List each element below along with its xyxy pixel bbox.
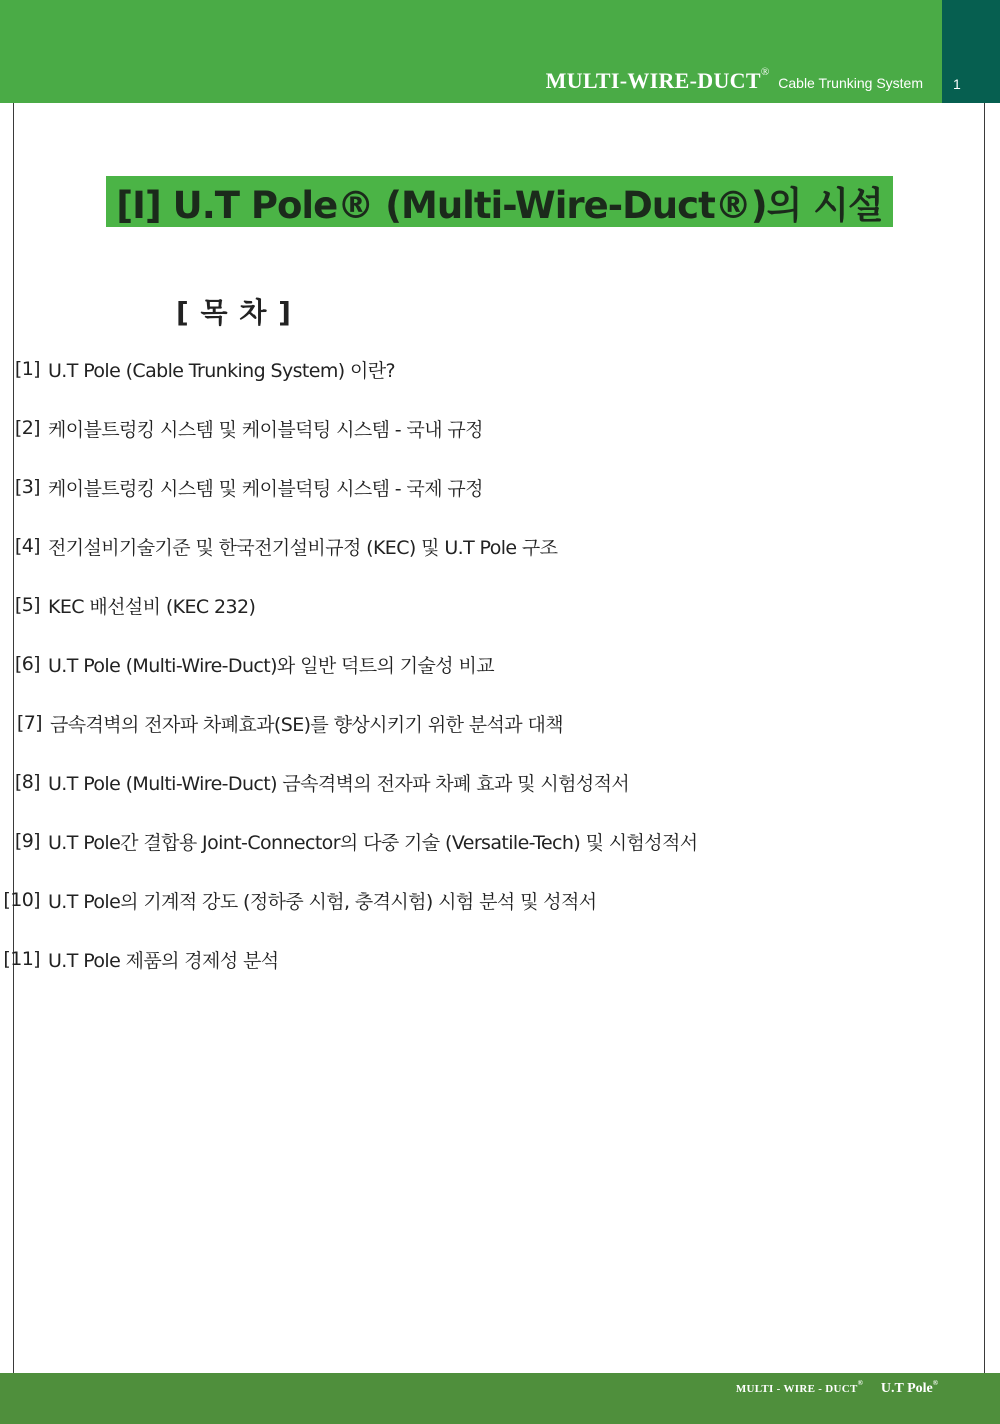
toc-item-text: 케이블트렁킹 시스템 및 케이블덕팅 시스템 - 국제 규정 — [48, 477, 483, 500]
footer-brand-registered-mark: ® — [857, 1379, 863, 1387]
toc-item-text: 전기설비기술기준 및 한국전기설비규정 (KEC) 및 U.T Pole 구조 — [48, 536, 558, 559]
toc-item-number: [3] — [14, 476, 40, 498]
toc-item-text: KEC 배선설비 (KEC 232) — [48, 595, 256, 618]
page-number: 1 — [953, 76, 961, 92]
footer-product: U.T Pole — [880, 1381, 933, 1396]
toc-item-number: [1] — [14, 358, 40, 380]
toc-item-text: U.T Pole간 결합용 Joint-Connector의 다중 기술 (Versatile-Tech) 및 시험성적서 — [48, 831, 698, 854]
toc-item-text: U.T Pole (Multi-Wire-Duct) 금속격벽의 전자파 차폐 효과 및 시험성적서 — [48, 772, 630, 795]
footer-product-registered-mark: ® — [932, 1379, 938, 1387]
toc-item-text: U.T Pole의 기계적 강도 (정하중 시험, 충격시험) 시험 분석 및 성적서 — [48, 890, 597, 913]
toc-heading: [ 목 차 ] — [176, 296, 292, 329]
toc-item-text: U.T Pole (Multi-Wire-Duct)와 일반 덕트의 기술성 비교 — [48, 654, 494, 677]
toc-item[interactable] — [0, 944, 279, 974]
toc-item[interactable] — [0, 826, 698, 856]
toc-item[interactable] — [0, 885, 597, 915]
toc-item[interactable] — [0, 472, 483, 502]
toc-item-number: [7] — [16, 712, 42, 734]
toc-item-number: [4] — [14, 535, 40, 557]
brand-name: MULTI-WIRE-DUCT — [545, 68, 761, 93]
toc-item-text: U.T Pole 제품의 경제성 분석 — [48, 949, 279, 972]
title-bar — [106, 176, 893, 227]
footer-brand: MULTI - WIRE - DUCT — [735, 1383, 858, 1395]
footer-brand-line — [736, 1379, 938, 1397]
toc-item-number: [8] — [14, 771, 40, 793]
toc-item-text: 케이블트렁킹 시스템 및 케이블덕팅 시스템 - 국내 규정 — [48, 418, 483, 441]
toc-item[interactable] — [0, 531, 557, 561]
brand-subtitle: Cable Trunking System — [778, 75, 923, 91]
brand-registered-mark: ® — [760, 66, 770, 78]
toc-item-number: [11] — [3, 948, 40, 970]
toc-item-text: U.T Pole (Cable Trunking System) 이란? — [48, 359, 396, 382]
page-title: [Ⅰ] U.T Pole® (Multi-Wire-Duct®)의 시설 — [116, 183, 883, 227]
toc-item[interactable] — [0, 767, 629, 797]
toc-item[interactable] — [0, 708, 563, 738]
toc-item-number: [2] — [14, 417, 40, 439]
toc-item-text: 금속격벽의 전자파 차폐효과(SE)를 향상시키기 위한 분석과 대책 — [50, 713, 563, 736]
toc-item-number: [6] — [14, 653, 40, 675]
toc-item[interactable] — [0, 590, 255, 620]
toc-item-number: [9] — [14, 830, 40, 852]
header-page-tab — [942, 0, 1000, 103]
toc-item-number: [5] — [14, 594, 40, 616]
toc-item-number: [10] — [3, 889, 40, 911]
toc-item[interactable] — [0, 649, 494, 679]
toc-item[interactable] — [0, 413, 483, 443]
header-brand — [546, 68, 923, 94]
toc-item[interactable] — [0, 354, 395, 384]
